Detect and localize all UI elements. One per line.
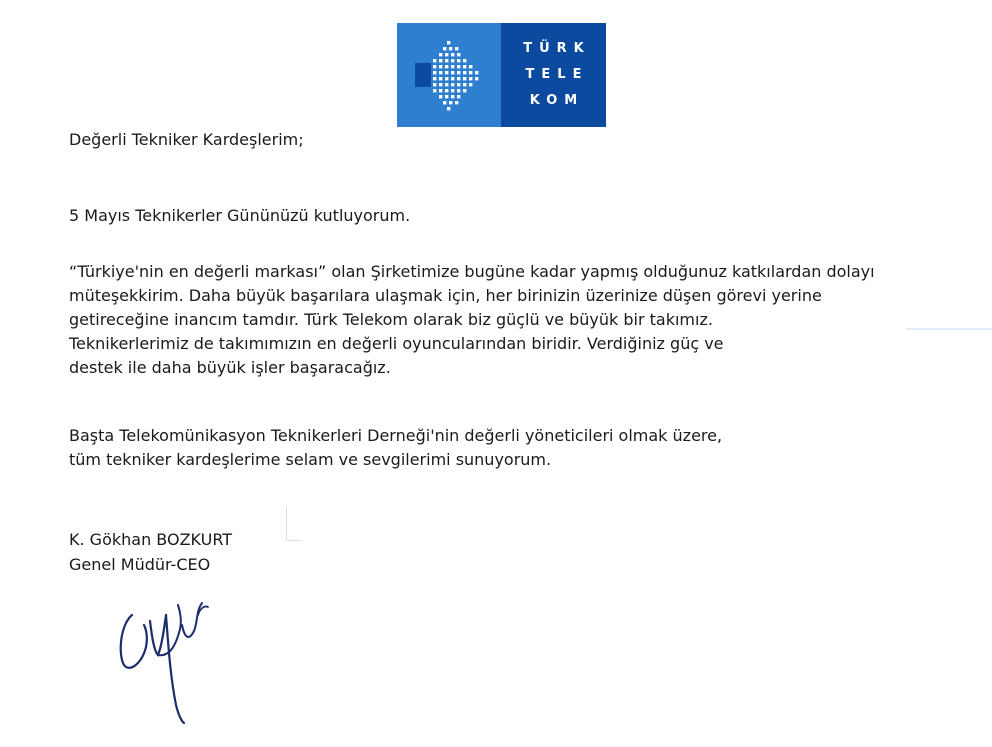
- logo-line-1: TÜRK: [523, 41, 591, 56]
- handwritten-signature: [110, 585, 220, 725]
- turk-telekom-logo: [397, 23, 606, 127]
- logo-arrow-panel: [397, 23, 501, 127]
- paragraph-line: “Türkiye'nin en değerli markası” olan Şirketimize bugüne kadar yapmış olduğunuz katkılardan dolayı: [69, 262, 875, 281]
- logo-line-2: TELE: [525, 67, 589, 82]
- arrow-dots-icon: [397, 23, 501, 127]
- paragraph-line: tüm tekniker kardeşlerime selam ve sevgilerimi sunuyorum.: [69, 450, 552, 469]
- letter-paragraph-1: [69, 260, 875, 380]
- signer-name: K. Gökhan BOZKURT: [69, 530, 233, 549]
- logo-line-3: KOM: [529, 93, 585, 108]
- paragraph-line: müteşekkirim. Daha büyük başarılara ulaşmak için, her birinizin üzerinize düşen görevi yerine: [69, 286, 822, 305]
- letter-salutation: Değerli Tekniker Kardeşlerim;: [69, 130, 304, 149]
- paragraph-line: Başta Telekomünikasyon Teknikerleri Derneği'nin değerli yöneticileri olmak üzere,: [69, 426, 723, 445]
- letter-paragraph-2: [69, 424, 722, 472]
- paragraph-line: destek ile daha büyük işler başaracağız.: [69, 358, 391, 377]
- signer-title: Genel Müdür-CEO: [69, 555, 211, 574]
- paragraph-line: getireceğine inancım tamdır. Türk Telekom olarak biz güçlü ve büyük bir takımız.: [69, 310, 713, 329]
- scan-artifact: [286, 506, 287, 540]
- logo-wordmark-panel: [501, 23, 606, 127]
- scan-artifact: [286, 540, 302, 541]
- letter-greeting: 5 Mayıs Teknikerler Gününüzü kutluyorum.: [69, 206, 411, 225]
- scan-artifact: [906, 328, 992, 330]
- paragraph-line: Teknikerlerimiz de takımımızın en değerli oyuncularından biridir. Verdiğiniz güç ve: [69, 334, 724, 353]
